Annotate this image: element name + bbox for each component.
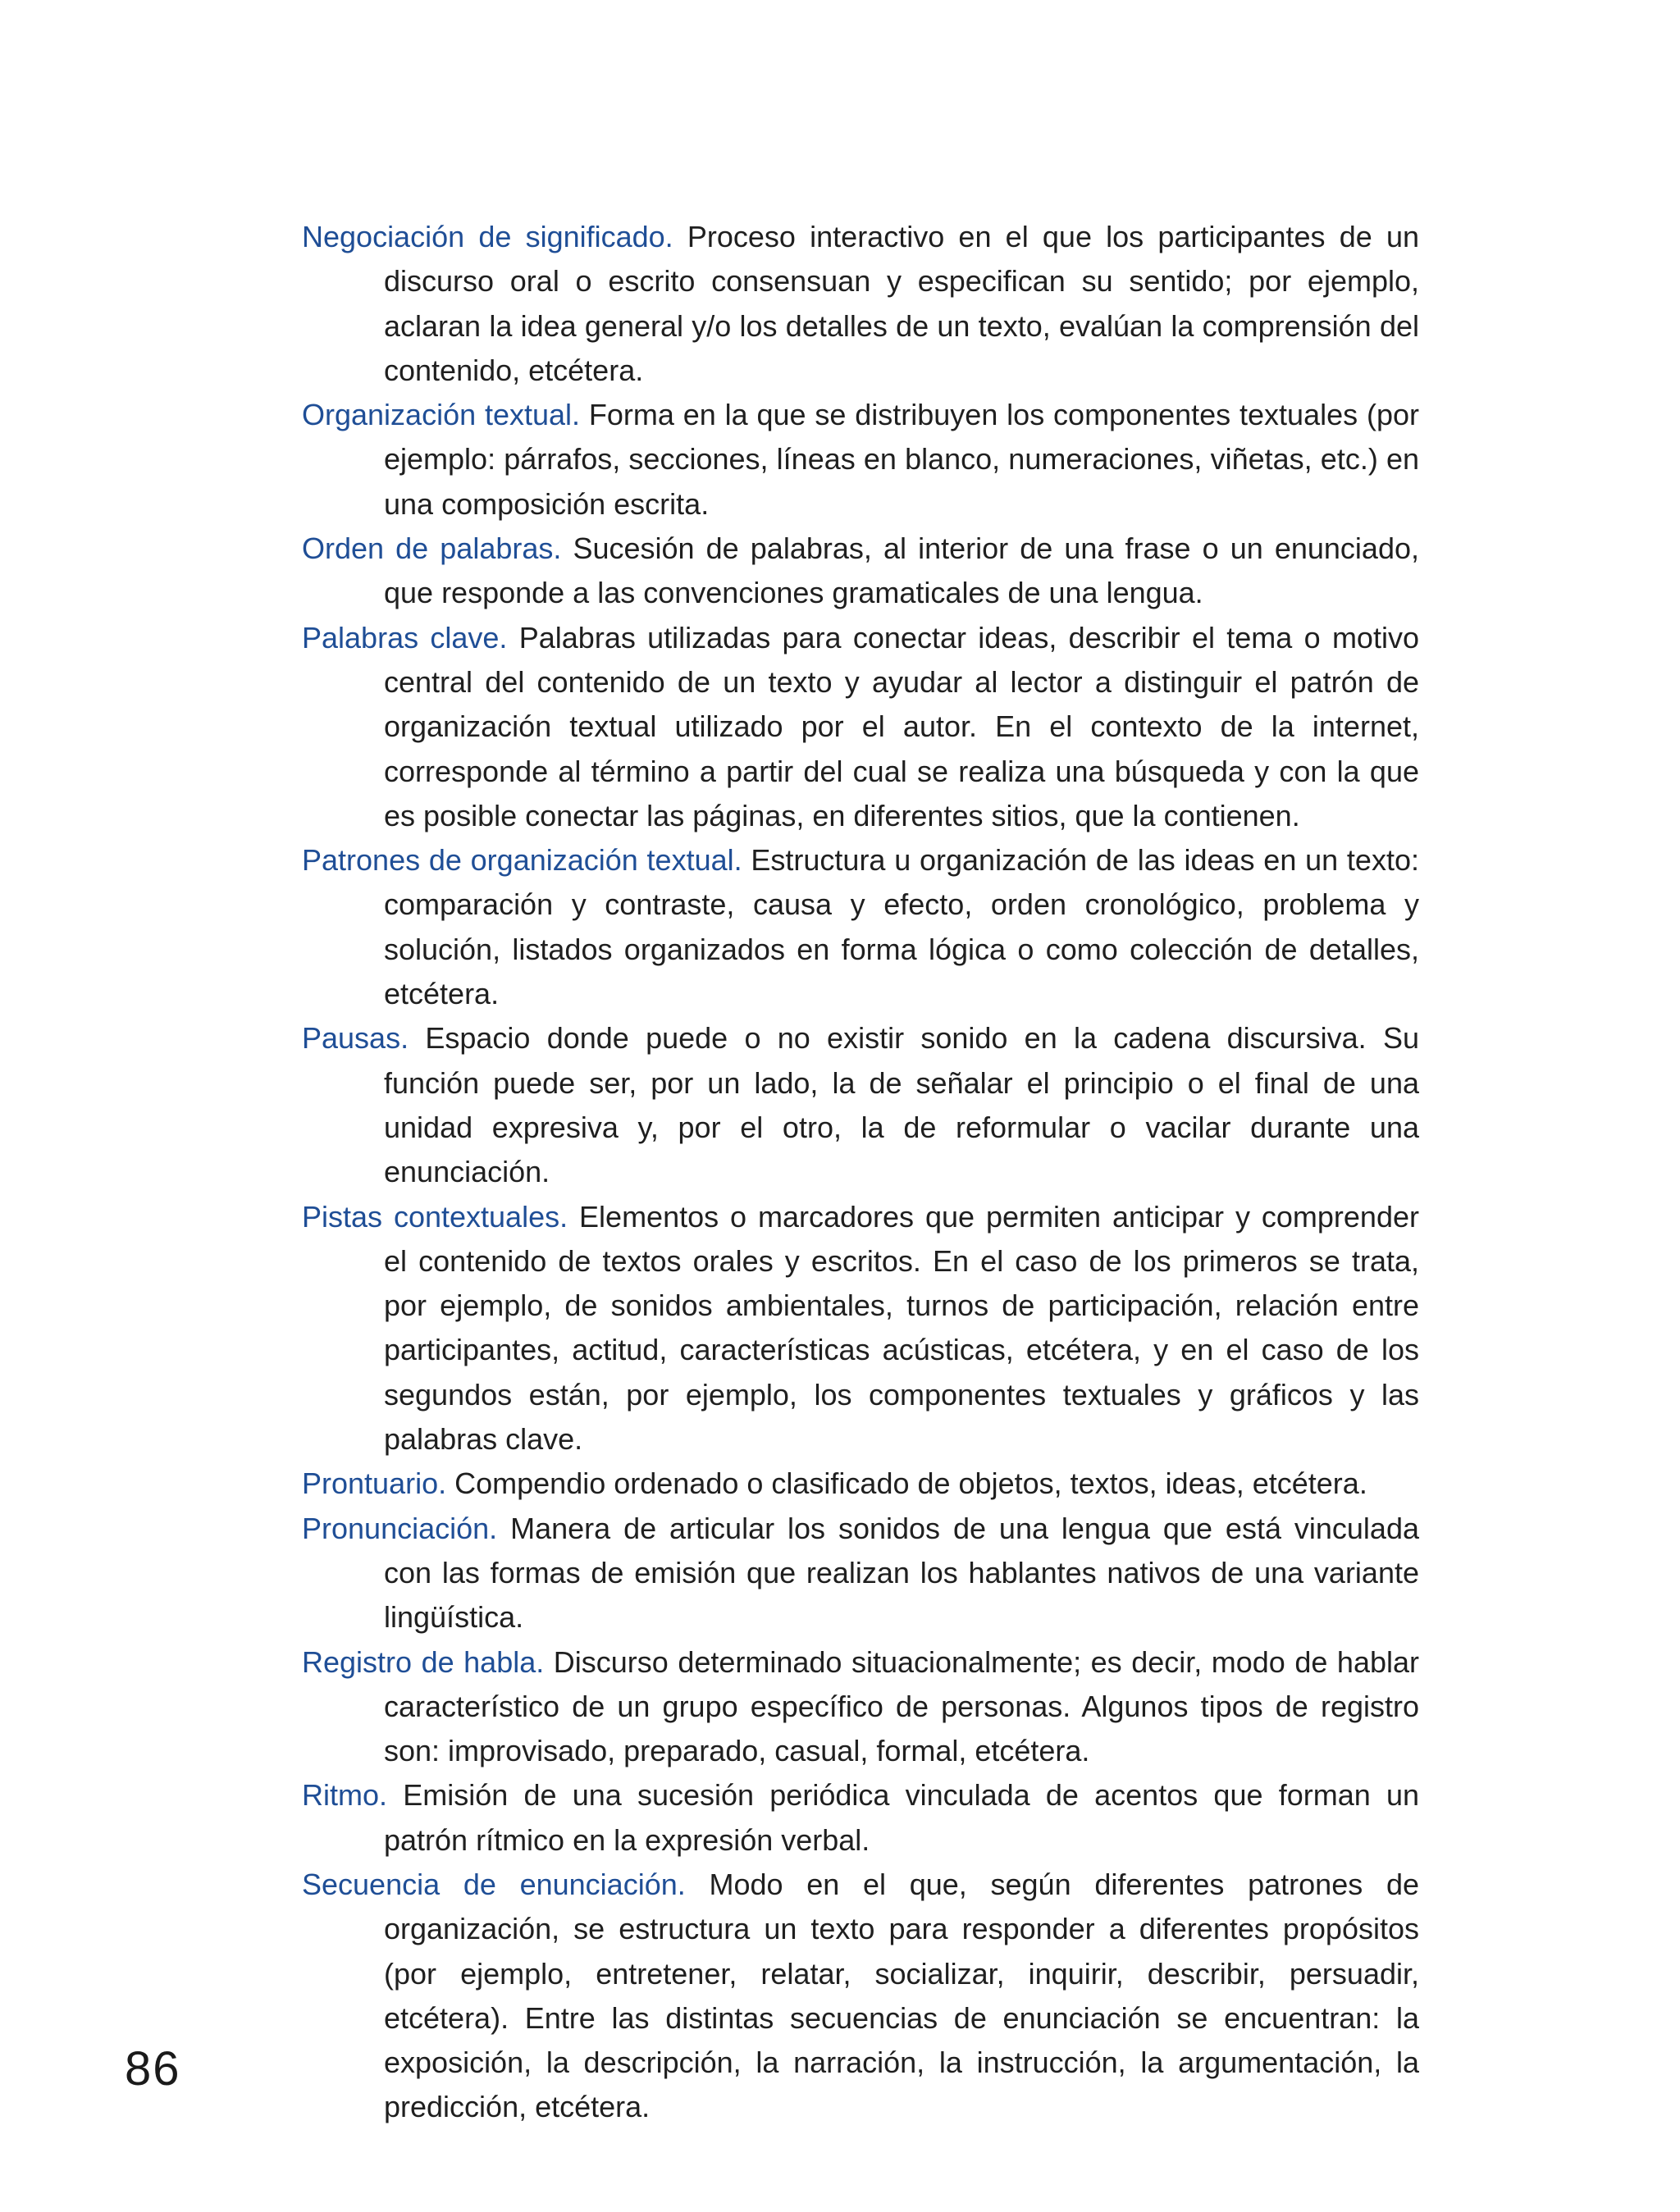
- glossary-definition: Proceso interactivo en el que los participantes de un discurso oral o escrito consensuan y especifican su sentido; por ejemplo, aclaran la idea general y/o los detalles de un texto, evalúan la comprensión del contenido, etcétera.: [384, 220, 1419, 387]
- glossary-definition: Forma en la que se distribuyen los componentes textuales (por ejemplo: párrafos, secciones, líneas en blanco, numeraciones, viñetas, etc.) en una composición escrita.: [384, 398, 1419, 521]
- glossary-definition: Espacio donde puede o no existir sonido en la cadena discursiva. Su función puede ser, por un lado, la de señalar el principio o el final de una unidad expresiva y, por el otro, la de reformular o vacilar durante una enunciación.: [384, 1021, 1419, 1189]
- glossary-definition: Palabras utilizadas para conectar ideas, describir el tema o motivo central del contenido de un texto y ayudar al lector a distinguir el patrón de organización textual utilizado por el autor. En el contexto de la internet, corresponde al término a partir del cual se realiza una búsqueda y con la que es posible conectar las páginas, en diferentes sitios, que la contienen.: [384, 620, 1419, 832]
- glossary-definition: Compendio ordenado o clasificado de objetos, textos, ideas, etcétera.: [454, 1466, 1367, 1501]
- glossary-definition: Emisión de una sucesión periódica vinculada de acentos que forman un patrón rítmico en la expresión verbal.: [384, 1778, 1419, 1857]
- glossary-definition: Sucesión de palabras, al interior de una frase o un enunciado, que responde a las convenciones gramaticales de una lengua.: [384, 531, 1419, 610]
- glossary-entry-pronunciacion: [302, 1507, 1419, 1640]
- glossary-term: Palabras clave.: [302, 620, 508, 654]
- glossary-entry-orden-de-palabras: [302, 527, 1419, 616]
- glossary-term: Pausas.: [302, 1021, 409, 1056]
- glossary-entry-pausas: [302, 1016, 1419, 1194]
- glossary-definition: Discurso determinado situacionalmente; es decir, modo de hablar característico de un grupo específico de personas. Algunos tipos de registro son: improvisado, preparado, casual, formal, etcétera.: [384, 1644, 1419, 1768]
- glossary-entry-palabras-clave: [302, 616, 1419, 838]
- glossary-term: Pistas contextuales.: [302, 1199, 568, 1234]
- glossary-entry-registro-de-habla: [302, 1640, 1419, 1774]
- glossary-term: Registro de habla.: [302, 1644, 545, 1679]
- glossary-term: Ritmo.: [302, 1778, 388, 1813]
- glossary-entry-prontuario: [302, 1462, 1419, 1506]
- glossary-entry-pistas-contextuales: [302, 1195, 1419, 1462]
- glossary-term: Organización textual.: [302, 398, 581, 432]
- glossary-entry-organizacion-textual: [302, 393, 1419, 527]
- glossary-term: Secuencia de enunciación.: [302, 1867, 686, 1901]
- glossary-entry-ritmo: [302, 1773, 1419, 1863]
- glossary-term: Negociación de significado.: [302, 220, 673, 253]
- glossary-term: Orden de palabras.: [302, 531, 562, 566]
- page-number: 86: [125, 2042, 181, 2096]
- glossary-term: Pronunciación.: [302, 1511, 498, 1545]
- glossary-entry-negociacion: [302, 215, 1419, 393]
- glossary-definition: Elementos o marcadores que permiten anticipar y comprender el contenido de textos orales y escritos. En el caso de los primeros se trata, por ejemplo, de sonidos ambientales, turnos de participación, relación entre participantes, actitud, características acústicas, etcétera, y en el caso de los segundos están, por ejemplo, los componentes textuales y gráficos y las palabras clave.: [384, 1199, 1419, 1457]
- glossary-entry-patrones-de-organizacion: [302, 838, 1419, 1016]
- glossary-entry-secuencia-de-enunciacion: [302, 1863, 1419, 2130]
- glossary-definition: Manera de articular los sonidos de una lengua que está vinculada con las formas de emisión que realizan los hablantes nativos de una variante lingüística.: [384, 1511, 1419, 1635]
- glossary-term: Patrones de organización textual.: [302, 843, 742, 878]
- glossary-definition: Estructura u organización de las ideas en un texto: comparación y contraste, causa y efecto, orden cronológico, problema y solución, listados organizados en forma lógica o como colección de detalles, etcétera.: [384, 843, 1419, 1011]
- glossary-term: Prontuario.: [302, 1466, 447, 1501]
- glossary-definition: Modo en el que, según diferentes patrones de organización, se estructura un texto para responder a diferentes propósitos (por ejemplo, entretener, relatar, socializar, inquirir, describir, persuadir, etcétera). Entre las distintas secuencias de enunciación se encuentran: la exposición, la descripción, la narración, la instrucción, la argumentación, la predicción, etcétera.: [384, 1867, 1419, 2124]
- glossary-list: [302, 215, 1419, 2130]
